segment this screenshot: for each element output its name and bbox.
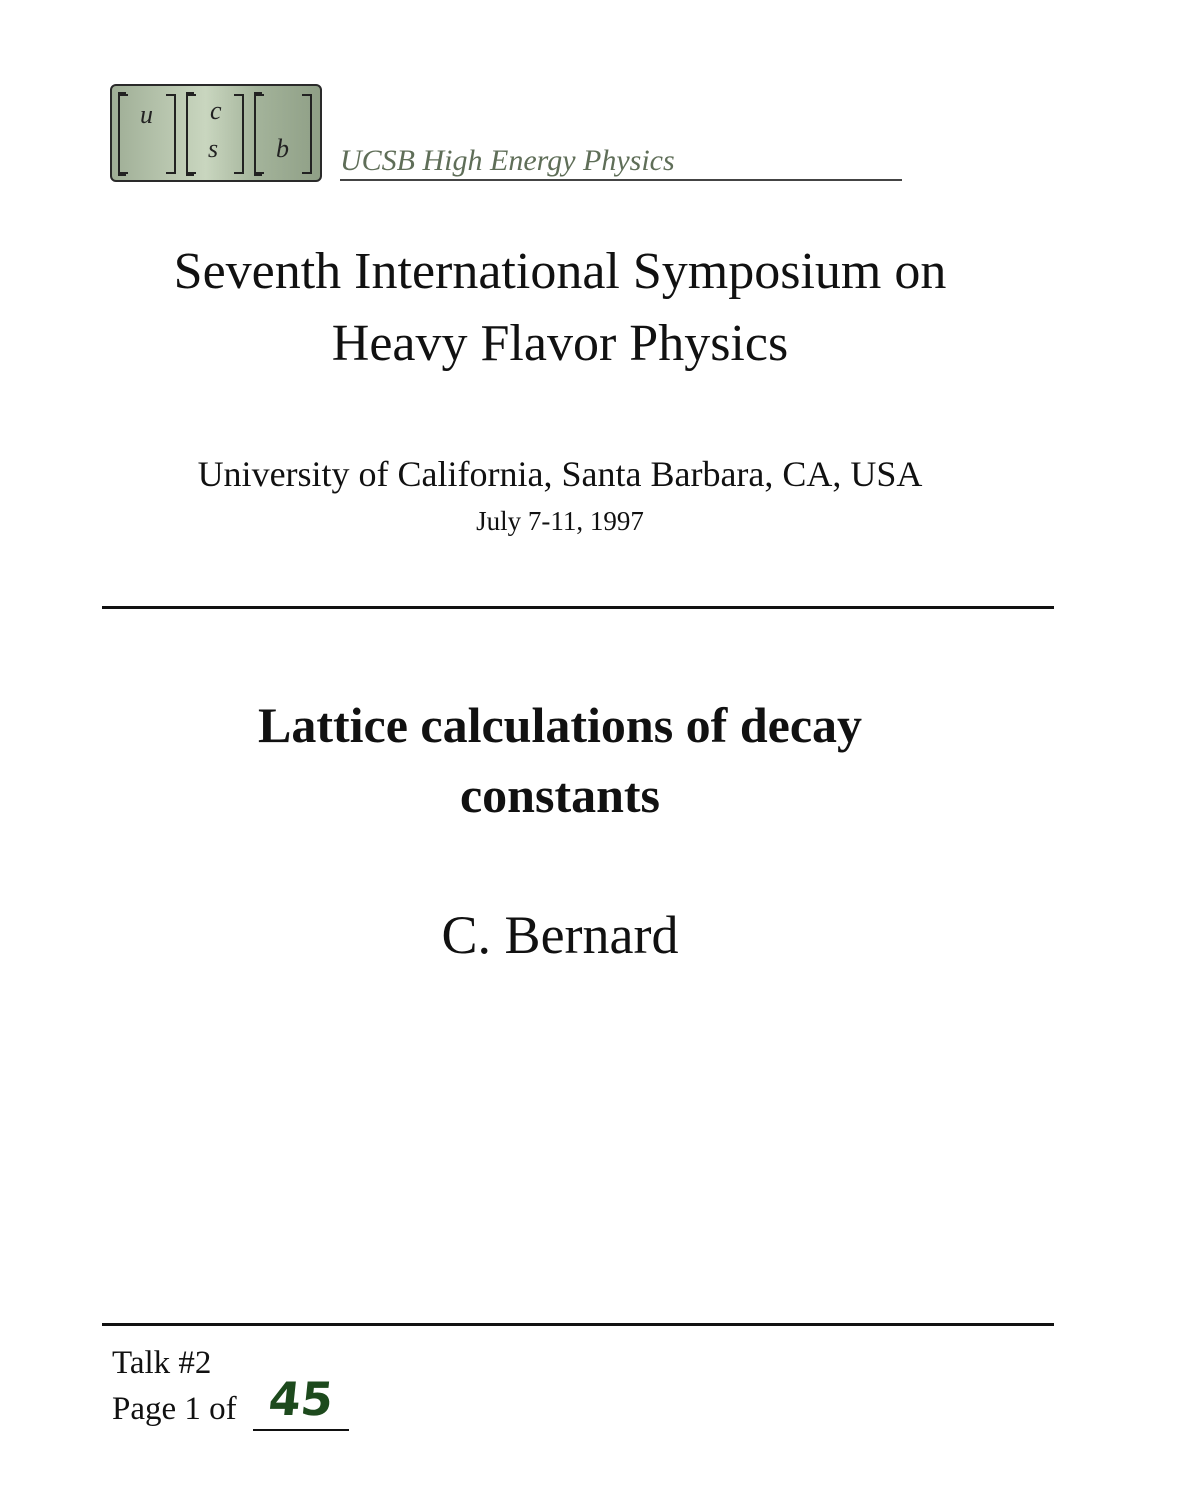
page-total-blank xyxy=(253,1372,349,1431)
conference-dates: July 7-11, 1997 xyxy=(476,506,644,536)
conference-title-line1: Seventh International Symposium on xyxy=(173,243,947,300)
logo-cell-u xyxy=(118,94,176,174)
logo-quark-c: c xyxy=(210,96,222,125)
talk-author: C. Bernard xyxy=(441,905,679,965)
talk-number: Talk #2 xyxy=(112,1345,212,1381)
logo-subtitle: UCSB High Energy Physics xyxy=(340,143,902,181)
talk-title-line1: Lattice calculations of decay xyxy=(257,697,863,753)
logo-quark-b: b xyxy=(276,134,289,163)
conference-title-line2: Heavy Flavor Physics xyxy=(331,315,789,372)
page-count xyxy=(112,1372,349,1431)
ucsb-hep-logo xyxy=(110,84,322,182)
page-label: Page 1 of xyxy=(112,1391,237,1427)
handwritten-total-pages: 45 xyxy=(265,1372,336,1426)
logo-quark-u: u xyxy=(140,100,153,129)
talk-title-line2: constants xyxy=(459,767,661,823)
conference-venue: University of California, Santa Barbara, CA, USA xyxy=(197,454,923,494)
logo-cell-b xyxy=(254,94,312,174)
logo-cell-cs xyxy=(186,94,244,174)
divider-top xyxy=(102,606,1054,609)
logo-quark-s: s xyxy=(208,134,219,163)
divider-bottom xyxy=(102,1323,1054,1326)
